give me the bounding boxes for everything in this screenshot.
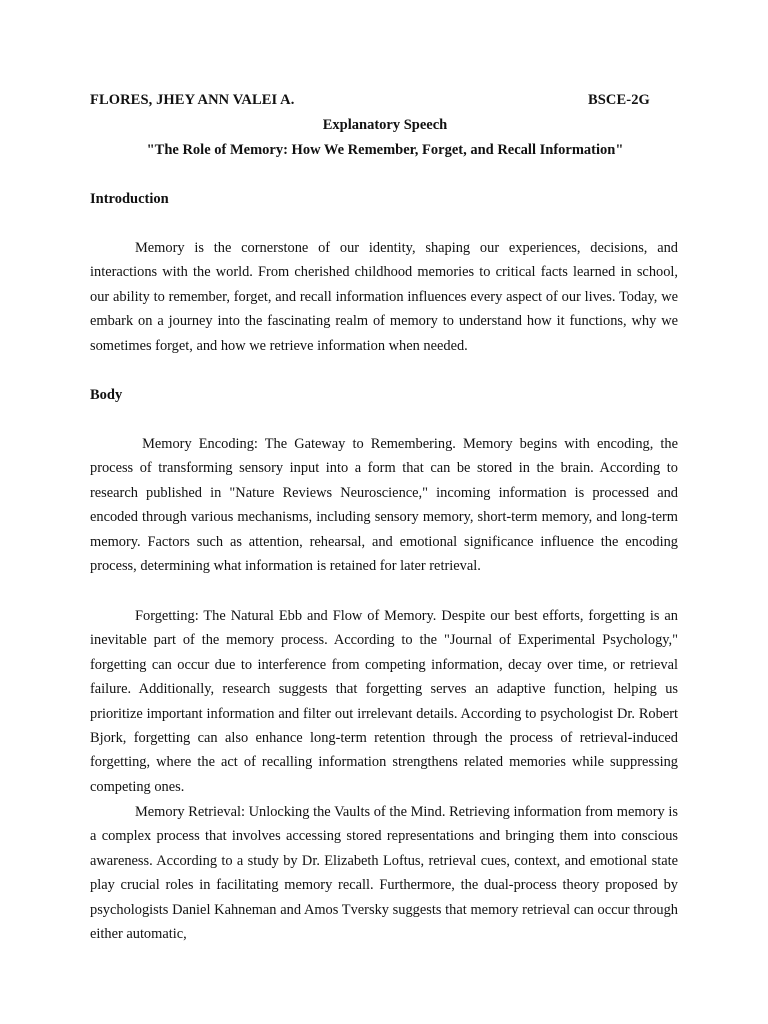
body-paragraph-forgetting: Forgetting: The Natural Ebb and Flow of Memory. Despite our best efforts, forgetting is an inevitable part of the memory process. According to the "Journal of Experimental Psychology," forgetting can occur due to interference from competing information, decay over time, or retrieval failure. Additionally, research suggests that forgetting serves an adaptive function, helping us prioritize important information and filter out irrelevant details. According to psychologist Dr. Robert Bjork, forgetting can also enhance long-term retention through the process of retrieval-induced forgetting, where the act of recalling information strengthens related memories while suppressing competing ones.	[90, 608, 678, 795]
student-name: FLORES, JHEY ANN VALEI A.	[90, 92, 295, 108]
header-row	[90, 92, 680, 112]
document-type: Explanatory Speech	[322, 117, 448, 133]
class-section: BSCE-2G	[588, 92, 650, 108]
introduction-heading: Introduction	[90, 191, 169, 207]
body-heading: Body	[90, 387, 123, 403]
body-paragraph-encoding: Memory Encoding: The Gateway to Remembering. Memory begins with encoding, the process of transforming sensory input into a form that can be stored in the brain. According to research published in "Nature Reviews Neuroscience," incoming information is processed and encoded through various mechanisms, including sensory memory, short-term memory, and long-term memory. Factors such as attention, rehearsal, and emotional significance influence the encoding process, determining what information is retained for later retrieval.	[90, 436, 682, 575]
body-paragraph-retrieval: Memory Retrieval: Unlocking the Vaults of the Mind. Retrieving information from memory is a complex process that involves accessing stored representations and bringing them into conscious awareness. According to a study by Dr. Elizabeth Loftus, retrieval cues, context, and emotional state play crucial roles in facilitating memory recall. Furthermore, the dual-process theory proposed by psychologists Daniel Kahneman and Amos Tversky suggests that memory retrieval can occur through either automatic,	[90, 804, 678, 943]
introduction-paragraph: Memory is the cornerstone of our identity, shaping our experiences, decisions, and interactions with the world. From cherished childhood memories to critical facts learned in school, our ability to remember, forget, and recall information influences every aspect of our lives. Today, we embark on a journey into the fascinating realm of memory to understand how it functions, why we sometimes forget, and how we retrieve information when needed.	[90, 240, 678, 354]
document-title: "The Role of Memory: How We Remember, Forget, and Recall Information"	[146, 142, 624, 158]
